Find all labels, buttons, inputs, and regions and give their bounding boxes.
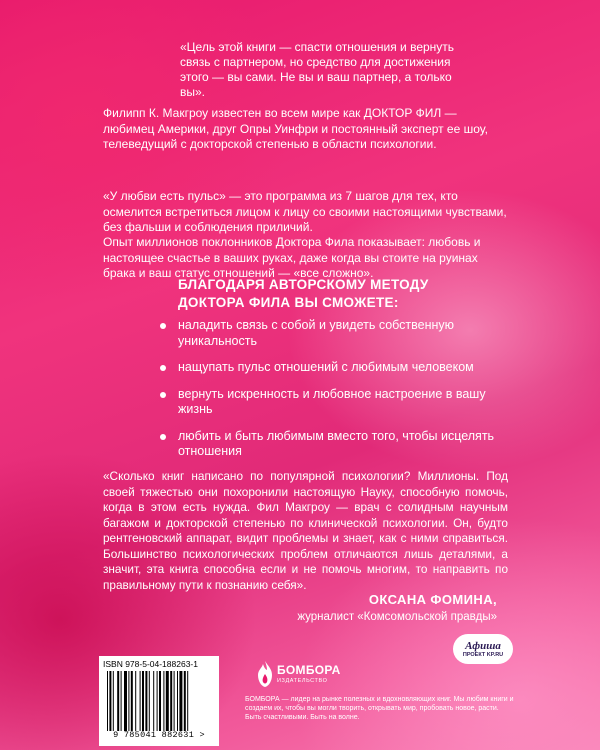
benefit-text: вернуть искренность и любовное настроение в вашу жизнь [178, 386, 486, 416]
afisha-logo-text: Афиша [465, 639, 501, 652]
author-intro-paragraph: Филипп К. Макгроу известен во всем мире как ДОКТОР ФИЛ — любимец Америки, друг Опры Уинфри и постоянный эксперт ее шоу, телеведущий с докторской степенью в области психологии. [103, 106, 488, 151]
benefit-item [160, 429, 500, 460]
top-quote: «Цель этой книги — спасти отношения и вернуть связь с партнером, но средство для достижения этого — вы сами. Не вы и ваш партнер, а только вы». [180, 40, 455, 99]
bullet-icon [160, 323, 166, 329]
benefits-list [160, 318, 500, 471]
method-heading: БЛАГОДАРЯ АВТОРСКОМУ МЕТОДУ ДОКТОРА ФИЛА ВЫ СМОЖЕТЕ: [178, 277, 429, 310]
benefit-item [160, 387, 500, 418]
review-author-role: журналист «Комсомольской правды» [297, 611, 497, 623]
publisher-description: БОМБОРА — лидер на рынке полезных и вдохновляющих книг. Мы любим книги и создаем их, чтобы вы могли творить, открывать мир, пробовать новое, расти. Быть счастливыми. Быть на волне. [245, 696, 514, 721]
review-author-name: ОКСАНА ФОМИНА, [368, 592, 497, 607]
benefit-text: нащупать пульс отношений с любимым человеком [178, 360, 474, 374]
experience-paragraph: Опыт миллионов поклонников Доктора Фила показывает: любовь и настоящее счастье в ваших руках, даже когда вы стоите на руинах брака и ваш статус отношений — «все сложно». [103, 235, 481, 280]
benefit-item [160, 360, 500, 376]
publisher-logo [255, 660, 365, 690]
barcode-icon [105, 671, 213, 731]
benefit-text: наладить связь с собой и увидеть собственную уникальность [178, 318, 455, 348]
bullet-icon [160, 434, 166, 440]
benefit-item [160, 318, 500, 349]
isbn-barcode-block [99, 656, 219, 746]
review-quote: «Сколько книг написано по популярной психологии? Миллионы. Под своей тяжестью они похоронили настоящую Науку, способную помочь, когда в этом есть нужда. Фил Макгроу — врач с солидным научным багажом и докторской степенью по клинической психологии. Он, будто рентгеновский аппарат, видит проблемы и знает, как с ними справиться. Большинство психологических проблем отличаются лишь деталями, а значит, эта книга способна если и не помочь многим, то направить по правильному пути к познанию себя». [103, 469, 508, 592]
program-description-paragraph: «У любви есть пульс» — это программа из 7 шагов для тех, кто осмелится встретиться лицом к лицу со своими настоящими чувствами, без фальши и соблюдения приличий. [103, 189, 507, 234]
afisha-subtitle: ПРОЕКТ KP.RU [462, 651, 504, 658]
bullet-icon [160, 392, 166, 398]
afisha-logo-badge [453, 634, 513, 664]
bombora-flame-icon [255, 660, 275, 688]
publisher-name: БОМБОРА [277, 663, 341, 677]
barcode-digits: 9 785041 882631 > [113, 730, 205, 740]
benefit-text: любить и быть любимым вместо того, чтобы исцелять отношения [178, 428, 495, 458]
isbn-number: ISBN 978-5-04-188263-1 [103, 659, 198, 669]
bullet-icon [160, 365, 166, 371]
publisher-subtitle: ИЗДАТЕЛЬСТВО [277, 678, 328, 684]
